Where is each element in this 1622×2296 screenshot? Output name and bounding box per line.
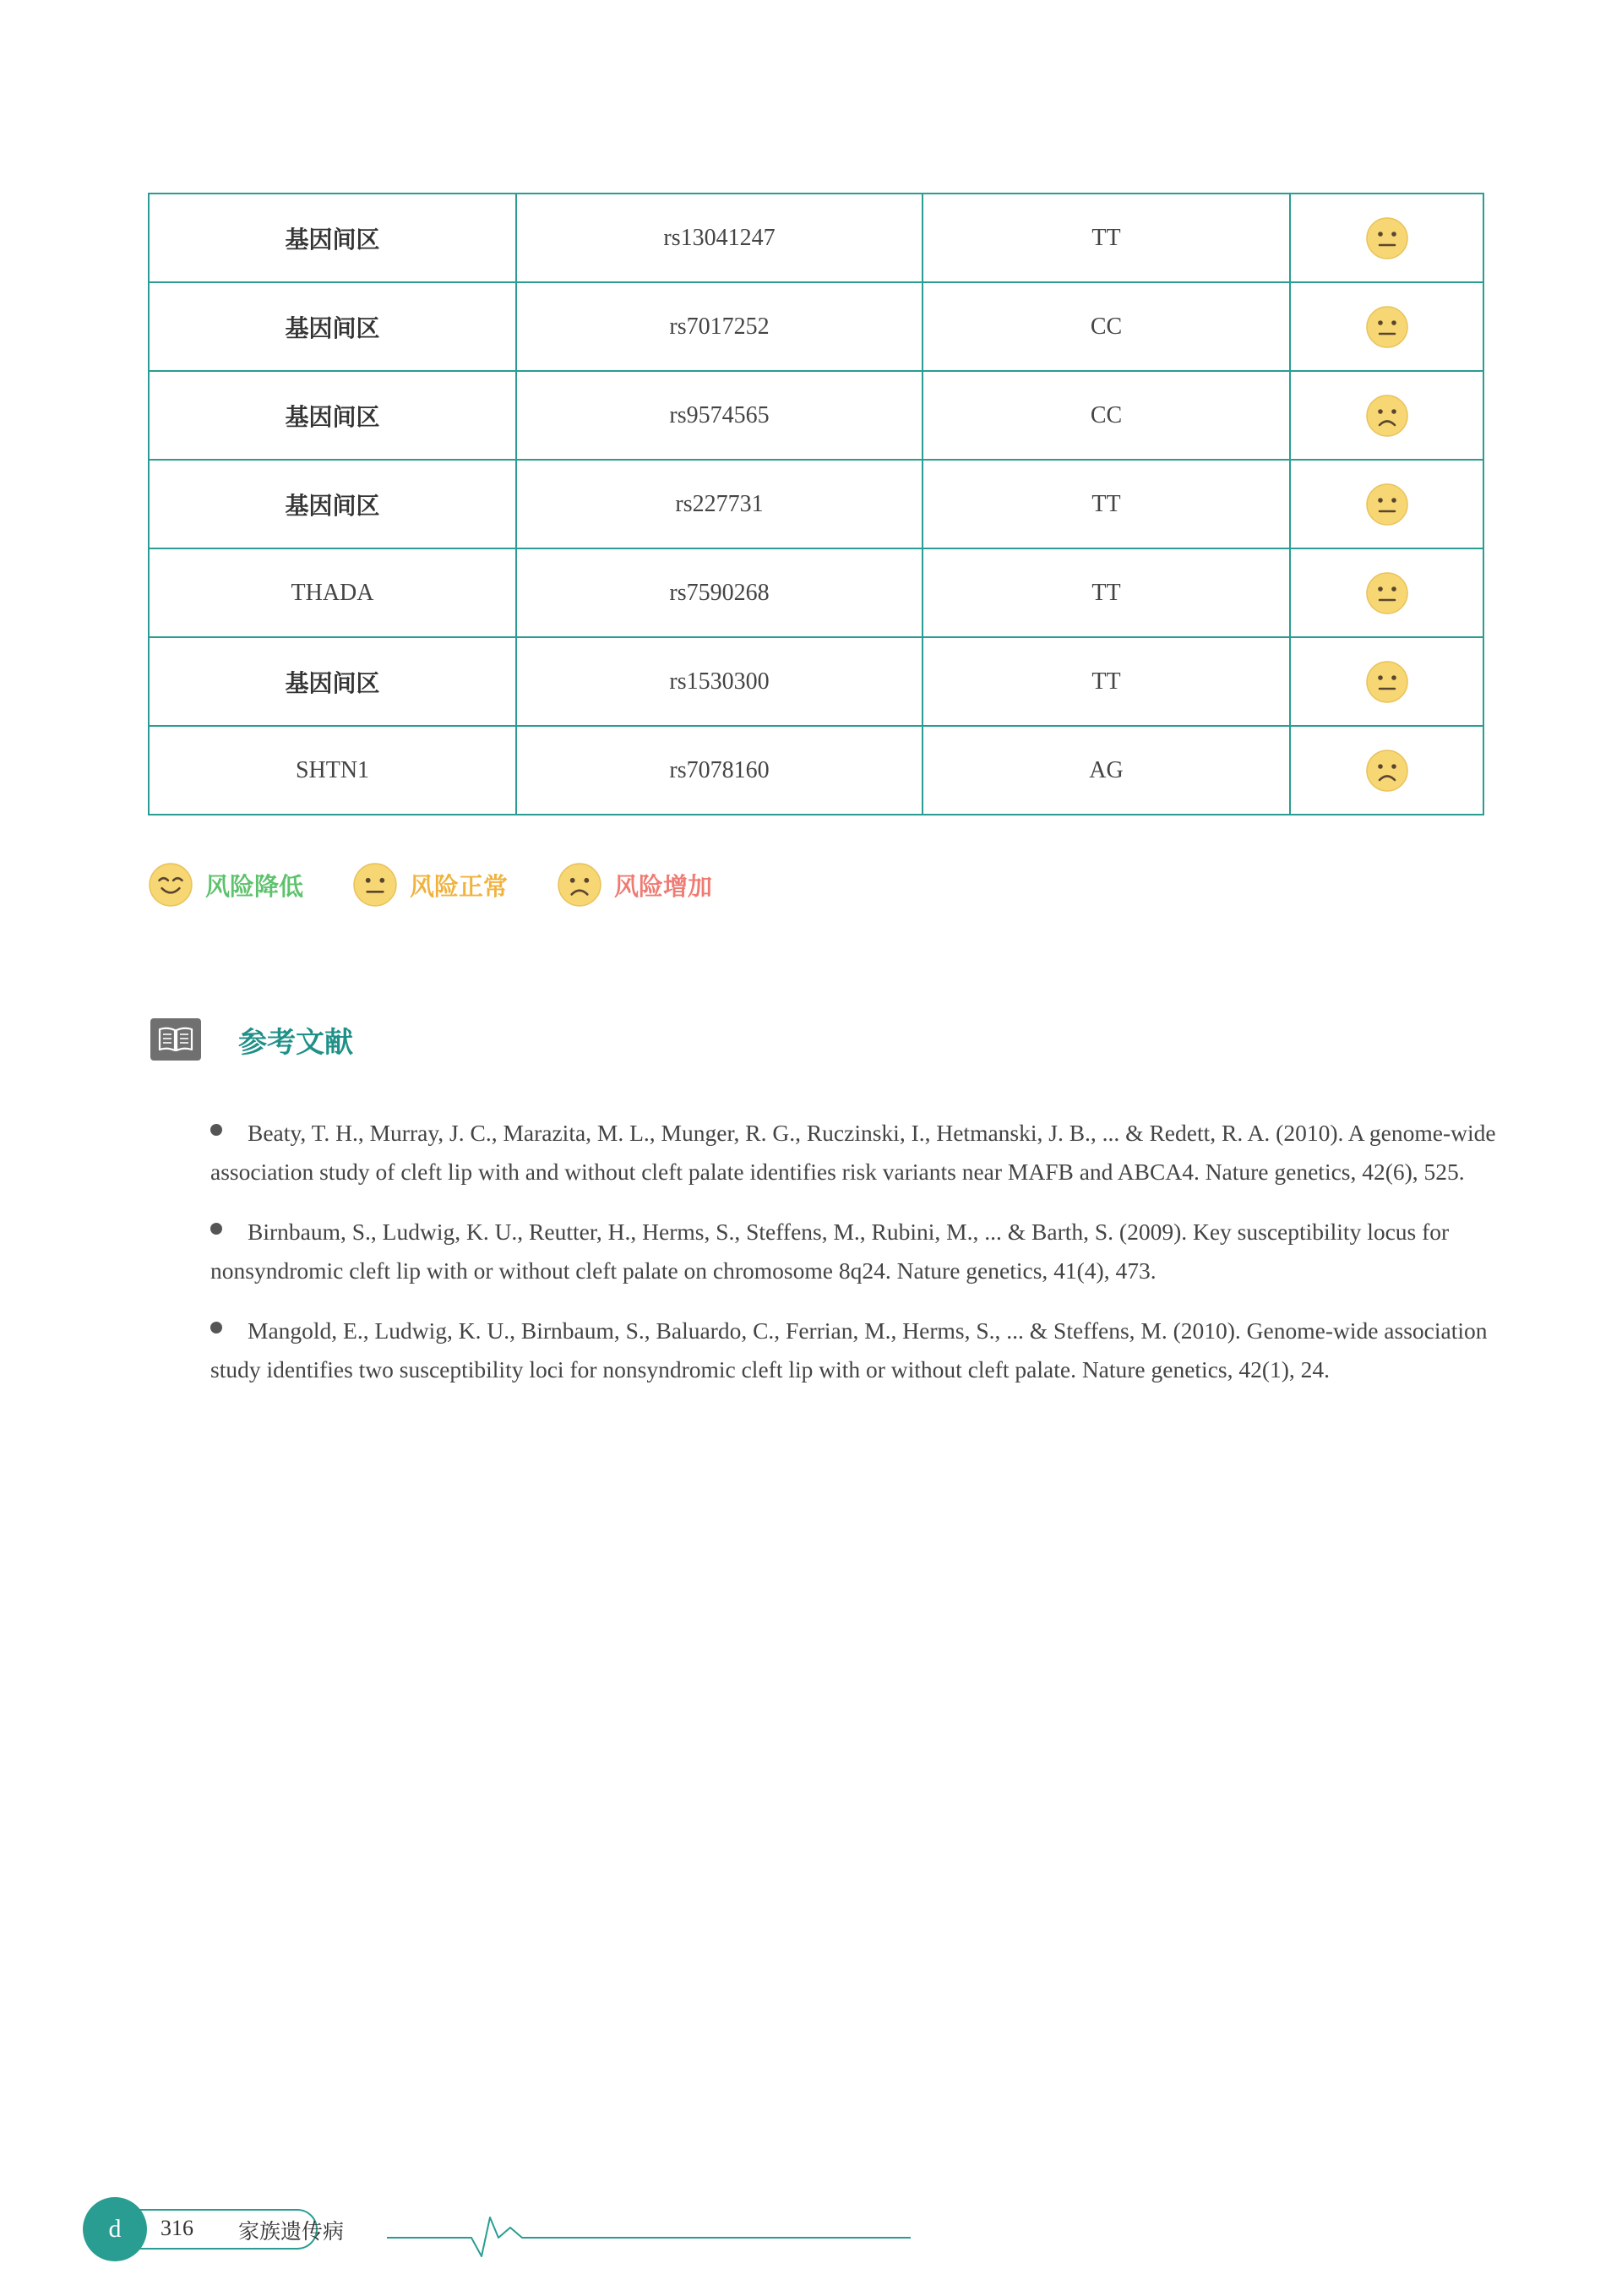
genotype-cell: TT — [923, 194, 1290, 282]
neutral-face-icon — [1365, 216, 1409, 260]
table-row — [149, 460, 1483, 548]
list-item — [210, 1213, 1528, 1290]
neutral-face-icon — [1365, 571, 1409, 615]
snp-table — [148, 193, 1484, 815]
gene-cell: THADA — [149, 548, 516, 637]
happy-face-icon — [148, 862, 193, 908]
table-row — [149, 548, 1483, 637]
legend-label-normal: 风险正常 — [410, 871, 509, 901]
section-title: 家族遗传病 — [238, 2219, 345, 2244]
risk-legend — [148, 862, 761, 908]
snp-cell: rs227731 — [516, 460, 923, 548]
sad-face-icon — [1365, 394, 1409, 438]
genotype-cell: TT — [923, 637, 1290, 726]
book-icon — [150, 1018, 201, 1061]
page-number: 316 — [161, 2216, 193, 2240]
legend-label-low: 风险降低 — [205, 871, 304, 901]
references-list — [210, 1114, 1528, 1410]
legend-item-normal — [352, 862, 508, 908]
snp-cell: rs7590268 — [516, 548, 923, 637]
table-row — [149, 726, 1483, 815]
snp-table-body — [149, 194, 1483, 815]
risk-cell — [1290, 282, 1483, 371]
snp-cell: rs13041247 — [516, 194, 923, 282]
references-heading — [150, 1018, 353, 1061]
footer-badge: d — [83, 2197, 147, 2261]
reference-text: Beaty, T. H., Murray, J. C., Marazita, M. L., Munger, R. G., Ruczinski, I., Hetmanski, J. B., ... & Redett, R. A. (2010). A genome-wide association study of cleft lip with and without cleft palate identifies risk variants near MAFB and ABCA4. Nature genetics, 42(6), 525. — [210, 1120, 1496, 1185]
gene-cell: 基因间区 — [149, 460, 516, 548]
snp-cell: rs7017252 — [516, 282, 923, 371]
genotype-cell: CC — [923, 371, 1290, 460]
reference-text: Mangold, E., Ludwig, K. U., Birnbaum, S., Baluardo, C., Ferrian, M., Herms, S., ... & Steffens, M. (2010). Genome-wide association study identifies two susceptibility loci for nonsyndromic cleft lip with or without cleft palate. Nature genetics, 42(1), 24. — [210, 1317, 1488, 1383]
neutral-face-icon — [352, 862, 398, 908]
genotype-cell: CC — [923, 282, 1290, 371]
risk-cell — [1290, 371, 1483, 460]
risk-cell — [1290, 460, 1483, 548]
bullet-icon — [210, 1124, 222, 1136]
risk-cell — [1290, 548, 1483, 637]
table-row — [149, 282, 1483, 371]
snp-cell: rs7078160 — [516, 726, 923, 815]
gene-cell: 基因间区 — [149, 282, 516, 371]
list-item — [210, 1114, 1528, 1192]
genotype-cell: TT — [923, 548, 1290, 637]
heartbeat-line-icon — [387, 2212, 911, 2263]
table-row — [149, 637, 1483, 726]
page-footer — [83, 2197, 843, 2273]
gene-cell: 基因间区 — [149, 194, 516, 282]
table-row — [149, 371, 1483, 460]
genotype-cell: AG — [923, 726, 1290, 815]
genotype-cell: TT — [923, 460, 1290, 548]
reference-text: Birnbaum, S., Ludwig, K. U., Reutter, H., Herms, S., Steffens, M., Rubini, M., ... & Barth, S. (2009). Key susceptibility locus for nonsyndromic cleft lip with or without cleft palate on chromosome 8q24. Nature genetics, 41(4), 473. — [210, 1219, 1450, 1284]
gene-cell: 基因间区 — [149, 637, 516, 726]
legend-label-high: 风险增加 — [614, 871, 713, 901]
table-row — [149, 194, 1483, 282]
legend-item-high — [557, 862, 712, 908]
gene-cell: 基因间区 — [149, 371, 516, 460]
sad-face-icon — [557, 862, 602, 908]
list-item — [210, 1312, 1528, 1389]
risk-cell — [1290, 726, 1483, 815]
risk-cell — [1290, 194, 1483, 282]
references-title: 参考文献 — [238, 1025, 353, 1060]
bullet-icon — [210, 1223, 222, 1235]
snp-cell: rs9574565 — [516, 371, 923, 460]
snp-cell: rs1530300 — [516, 637, 923, 726]
sad-face-icon — [1365, 749, 1409, 793]
gene-cell: SHTN1 — [149, 726, 516, 815]
risk-cell — [1290, 637, 1483, 726]
legend-item-low — [148, 862, 303, 908]
bullet-icon — [210, 1322, 222, 1333]
neutral-face-icon — [1365, 660, 1409, 704]
neutral-face-icon — [1365, 305, 1409, 349]
neutral-face-icon — [1365, 483, 1409, 526]
